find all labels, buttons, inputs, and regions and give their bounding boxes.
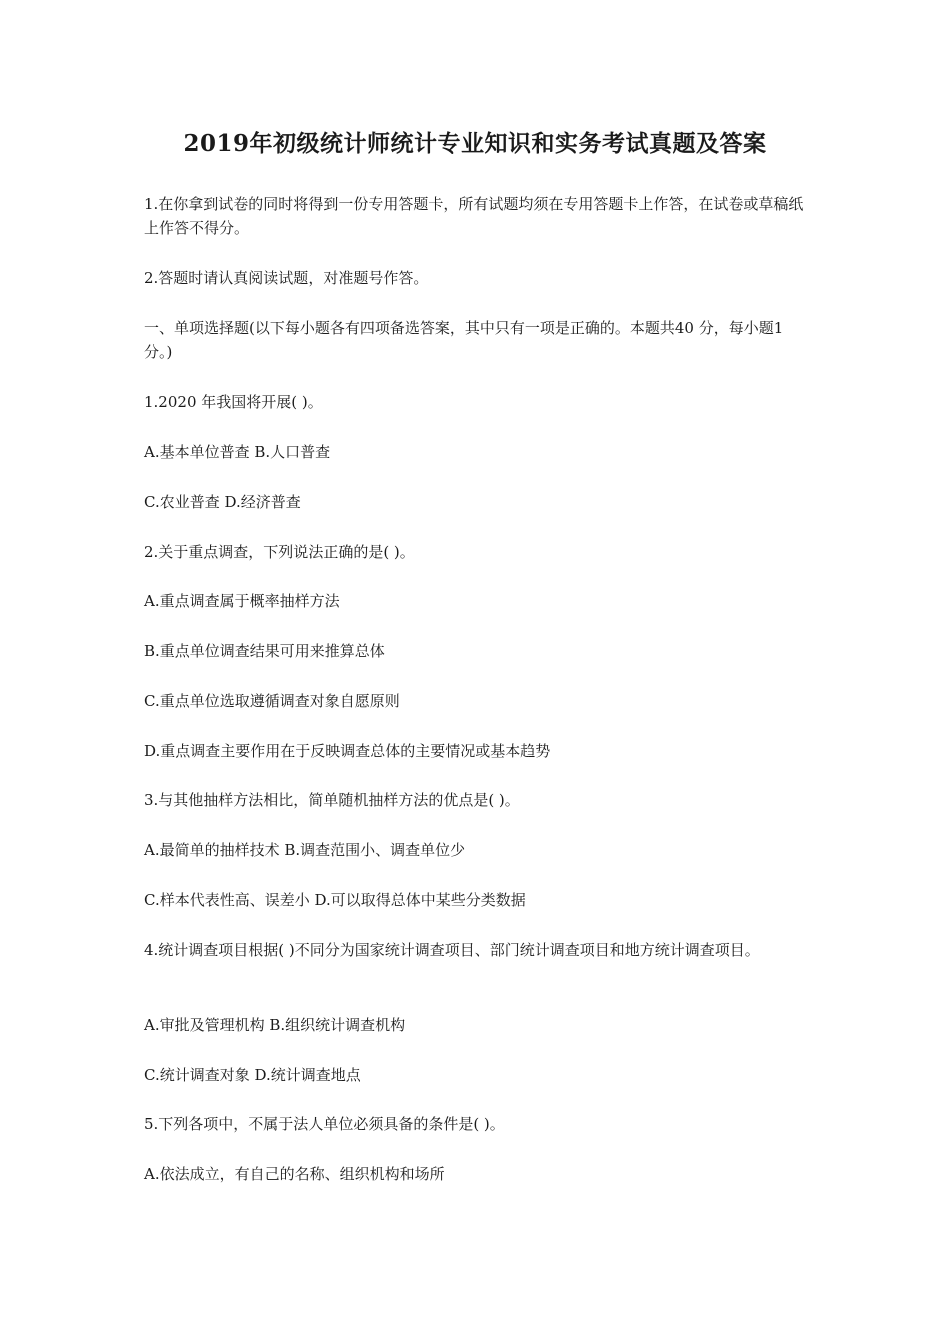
question-5-option-a: A.依法成立，有自己的名称、组织机构和场所 (144, 1165, 445, 1183)
question-2-option-c: C.重点单位选取遵循调查对象自愿原则 (144, 692, 400, 710)
question-1-options-cd: C.农业普查 D.经济普查 (144, 493, 301, 511)
question-2: 2.关于重点调查，下列说法正确的是( )。 (144, 543, 415, 561)
question-4-options-cd: C.统计调查对象 D.统计调查地点 (144, 1066, 361, 1084)
question-3-options-cd: C.样本代表性高、误差小 D.可以取得总体中某些分类数据 (144, 891, 526, 909)
question-2-option-d: D.重点调查主要作用在于反映调查总体的主要情况或基本趋势 (144, 742, 551, 760)
instruction-note-1: 1.在你拿到试卷的同时将得到一份专用答题卡，所有试题均须在专用答题卡上作答，在试卷或草稿纸上作答不得分。 (144, 195, 804, 237)
question-3: 3.与其他抽样方法相比，简单随机抽样方法的优点是( )。 (144, 791, 520, 809)
document-title: 2019年初级统计师统计专业知识和实务考试真题及答案 (183, 130, 767, 157)
question-2-option-b: B.重点单位调查结果可用来推算总体 (144, 642, 385, 660)
instruction-note-2: 2.答题时请认真阅读试题，对准题号作答。 (144, 269, 429, 287)
question-5: 5.下列各项中，不属于法人单位必须具备的条件是( )。 (144, 1115, 505, 1133)
question-1: 1.2020 年我国将开展( )。 (144, 393, 323, 411)
question-4-options-ab: A.审批及管理机构 B.组织统计调查机构 (144, 1016, 406, 1034)
section-heading: 一、单项选择题(以下每小题各有四项备选答案，其中只有一项是正确的。本题共40 分，每小题1 分。) (144, 319, 784, 361)
question-4: 4.统计调查项目根据( )不同分为国家统计调查项目、部门统计调查项目和地方统计调查项目。 (144, 941, 760, 959)
question-3-options-ab: A.最简单的抽样技术 B.调查范围小、调查单位少 (144, 841, 466, 859)
question-1-options-ab: A.基本单位普查 B.人口普查 (144, 443, 331, 461)
question-2-option-a: A.重点调查属于概率抽样方法 (144, 592, 340, 610)
